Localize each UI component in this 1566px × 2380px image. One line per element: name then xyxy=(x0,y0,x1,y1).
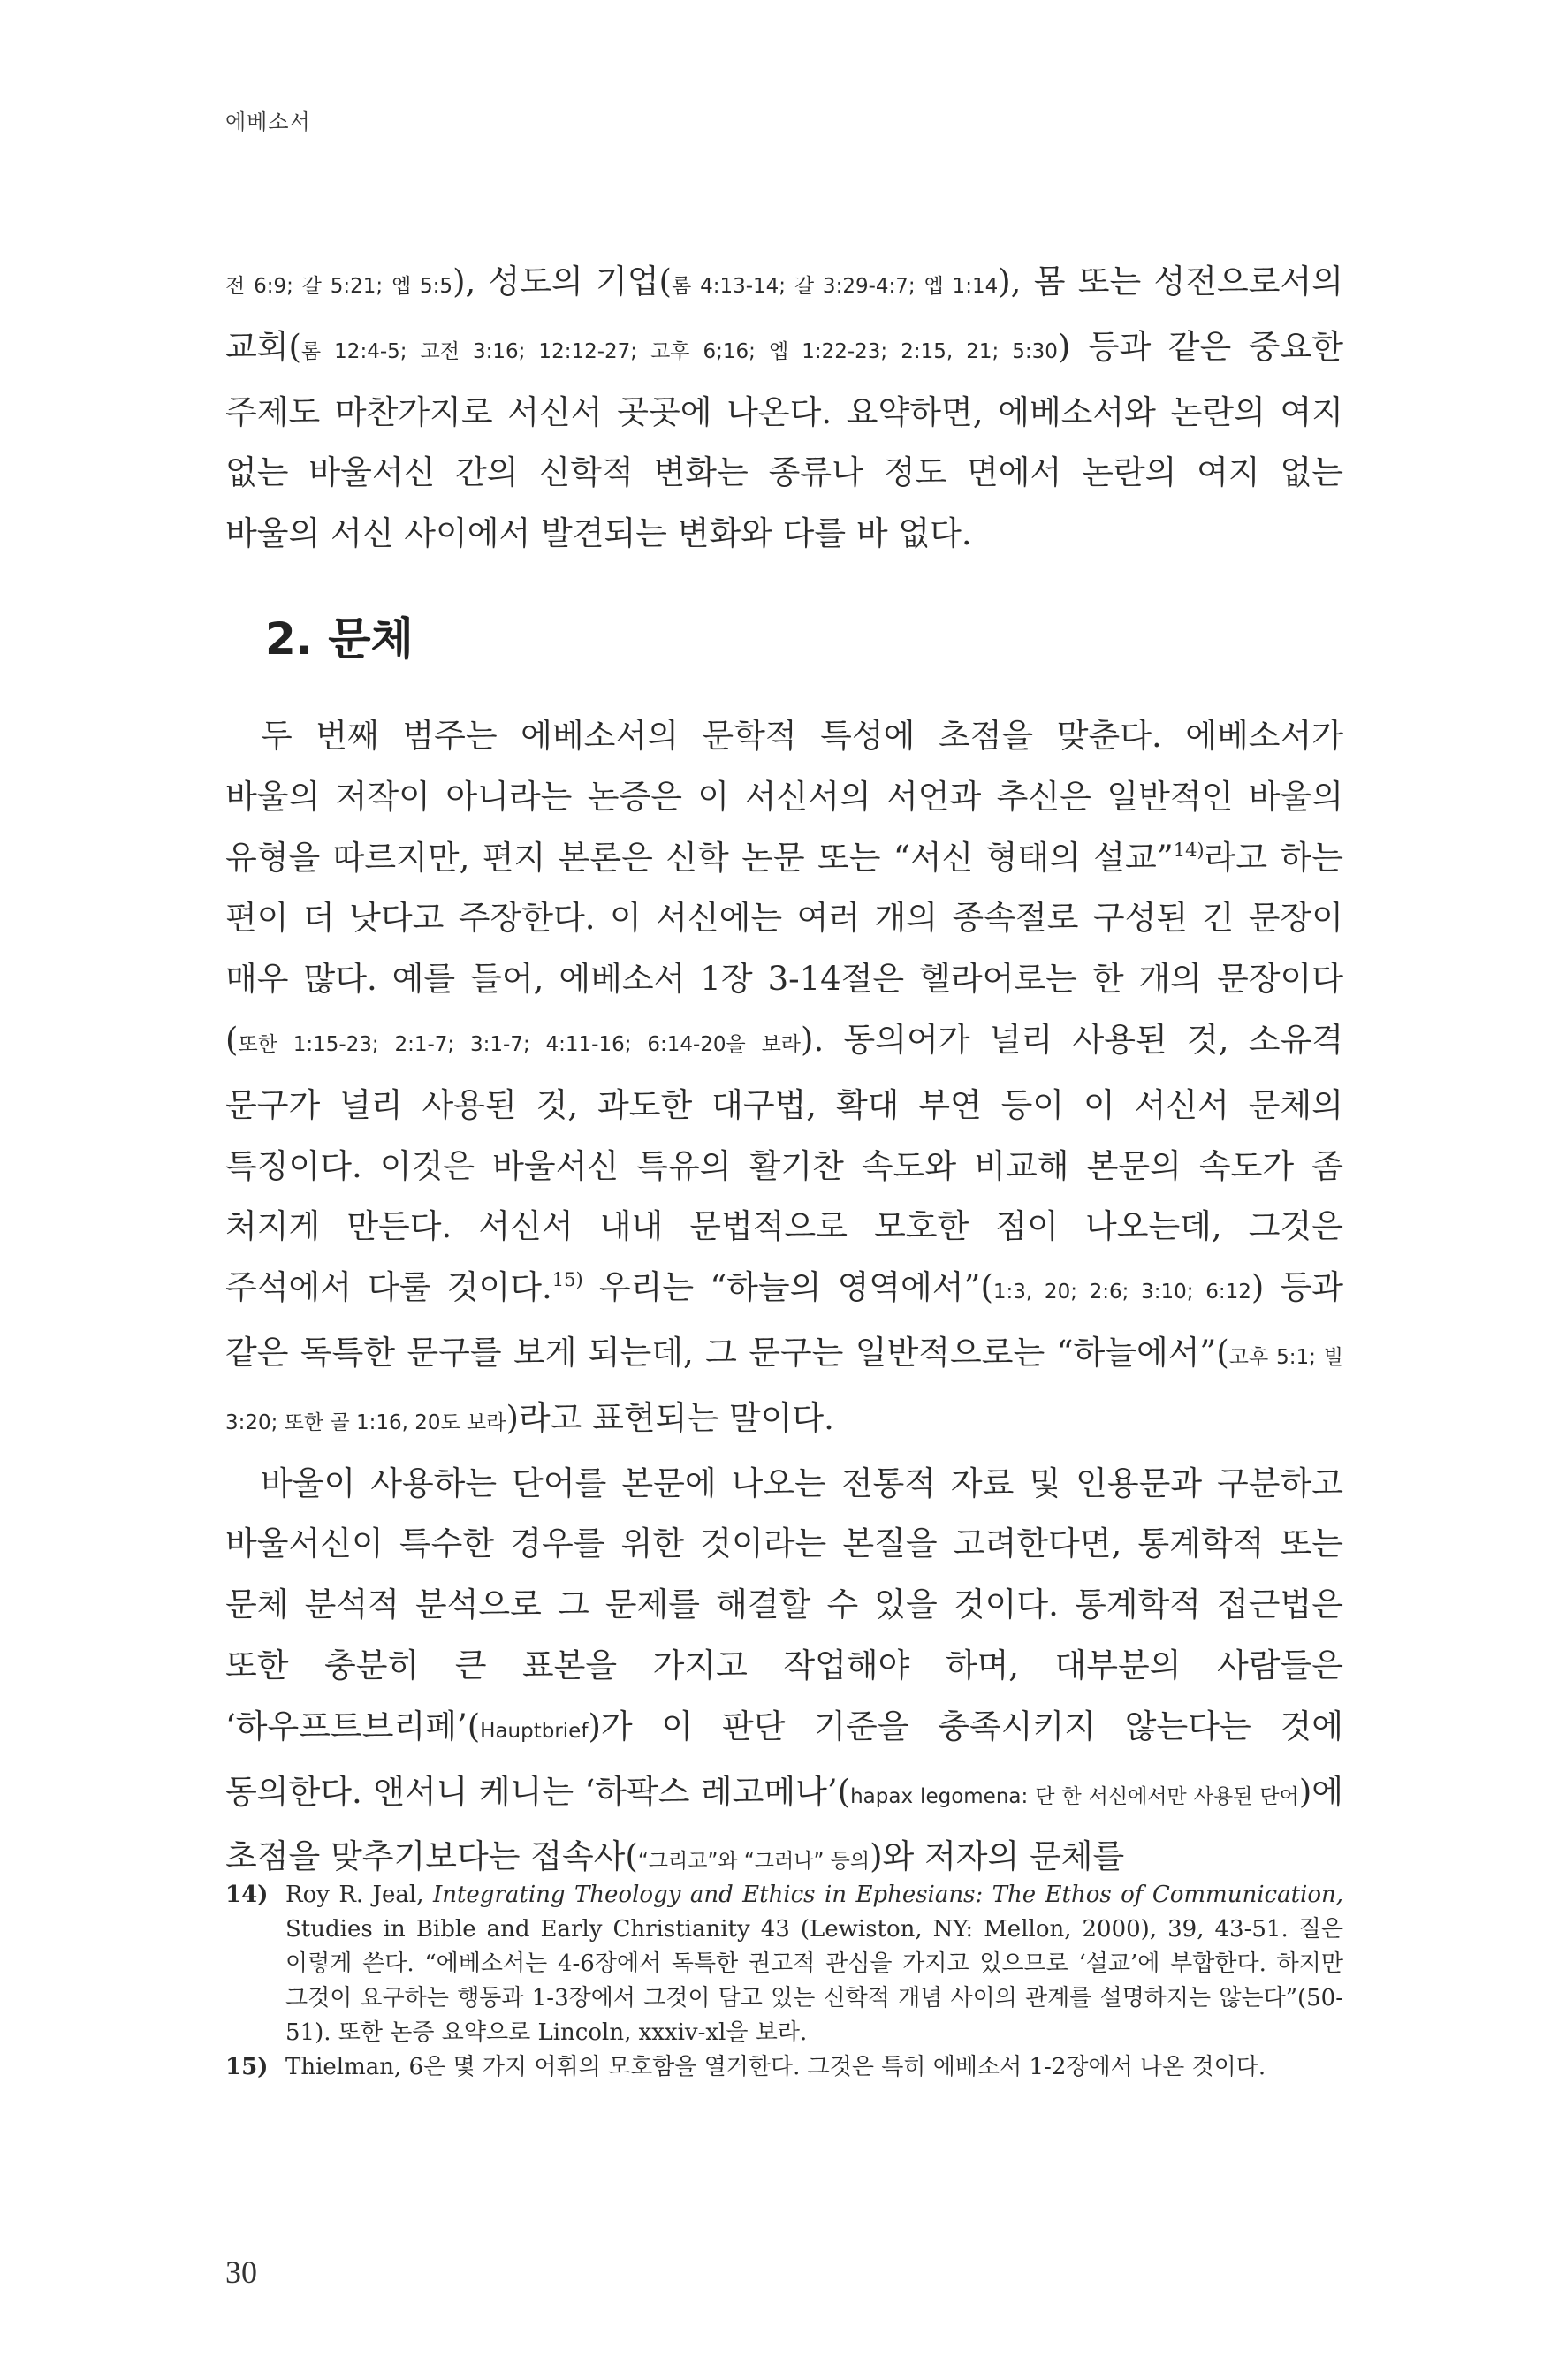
running-header: 에베소서 xyxy=(225,110,311,134)
citation: 또한 1:15-23; 2:1-7; 3:1-7; 4:11-16; 6:14-20을 보라 xyxy=(238,1032,802,1056)
citation: 롬 12:4-5; 고전 3:16; 12:12-27; 고후 6;16; 엡 1:22-23; 2:15, 21; 5:30 xyxy=(300,339,1058,363)
citation: 고후 5:1; 빌 3:20; 또한 골 1:16, 20도 보라 xyxy=(225,1345,1343,1434)
text-run: ) 등과 같은 독특한 문구를 보게 되는데, 그 문구는 일반적으로는 “하늘에서”( xyxy=(225,1268,1343,1372)
paragraph-2 xyxy=(225,706,1343,1454)
footnote-book-title: Integrating Theology and Ethics in Ephesians: The Ethos of Communication, xyxy=(432,1882,1344,1908)
text-run: ), 몸 또는 성전으로서의 교회( xyxy=(225,262,1343,366)
text-run: 두 번째 범주는 에베소서의 문학적 특성에 초점을 맞춘다. 에베소서가 바울의 저작이 아니라는 논증은 이 서신서의 서언과 추신은 일반적인 바울의 유형을 따르지만, 편지 본론은 신학 논문 또는 “서신 형태의 설교” xyxy=(225,716,1343,877)
footnotes xyxy=(225,1878,1343,2085)
paragraph-1 xyxy=(225,252,1343,565)
footnote-ref-14[interactable]: 14) xyxy=(1173,839,1205,861)
text-run: )에 초점을 맞추기보다는 접속사( xyxy=(225,1772,1343,1876)
text-run: 라고 하는 편이 더 낫다고 주장한다. 이 서신에는 여러 개의 종속절로 구성된 긴 문장이 매우 많다. 예를 들어, 에베소서 1장 3-14절은 헬라어로는 한 개의 문장이다( xyxy=(225,838,1343,1059)
text-run: )가 이 판단 기준을 충족시키지 않는다는 것에 동의한다. 앤서니 케니는 ‘하팍스 레고메나’( xyxy=(225,1707,1343,1811)
paragraph-3 xyxy=(225,1454,1343,1893)
text-run: 바울이 사용하는 단어를 본문에 나오는 전통적 자료 및 인용문과 구분하고 바울서신이 특수한 경우를 위한 것이라는 본질을 고려한다면, 통계학적 또는 문체 분석적 분석으로 그 문제를 해결할 수 있을 것이다. 통계학적 접근법은 또한 충분히 큰 표본을 가지고 작업해야 하며, 대부분의 사람들은 ‘하우프트브리페’( xyxy=(225,1464,1344,1745)
text-run: ) 등과 같은 중요한 주제도 마찬가지로 서신서 곳곳에 나온다. 요약하면, 에베소서와 논란의 여지 없는 바울서신 간의 신학적 변화는 종류나 정도 면에서 논란의 여지 없는 바울의 서신 사이에서 발견되는 변화와 다를 바 없다. xyxy=(225,327,1344,553)
body-text xyxy=(225,252,1343,1892)
footnote-text: Thielman, 6은 몇 가지 어휘의 모호함을 열거한다. 그것은 특히 에베소서 1-2장에서 나온 것이다. xyxy=(285,2054,1266,2080)
citation: hapax legomena: 단 한 서신에서만 사용된 단어 xyxy=(850,1784,1299,1808)
section-heading: 2. 문체 xyxy=(265,612,414,665)
footnote-text xyxy=(285,1878,1343,2050)
footnote-15 xyxy=(225,2050,1343,2085)
footnote-number: 14) xyxy=(225,1882,269,1908)
text-run: 우리는 “하늘의 영역에서”( xyxy=(582,1268,993,1307)
text-run: )라고 표현되는 말이다. xyxy=(506,1398,834,1437)
footnote-14 xyxy=(225,1878,1343,2050)
footnote-author: Roy R. Jeal, xyxy=(285,1882,433,1908)
citation: Hauptbrief xyxy=(480,1719,589,1743)
text-run: ), 성도의 기업( xyxy=(452,262,672,300)
footnote-rest: Studies in Bible and Early Christianity 43 (Lewiston, NY: Mellon, 2000), 39, 43-51. 질은 이렇게 쓴다. “에베소서는 4-6장에서 독특한 권고적 관심을 가지고 있으므로 ‘설교’에 부합한다. 하지만 그것이 요구하는 행동과 1-3장에서 그것이 담고 있는 신학적 개념 사이의 관계를 설명하지는 않는다”(50-51). 또한 논증 요약으로 Lincoln, xxxiv-xl을 보라. xyxy=(285,1916,1343,2046)
text-run: )와 저자의 문체를 xyxy=(870,1837,1125,1876)
footnote-ref-15[interactable]: 15) xyxy=(551,1269,583,1291)
citation: “그리고”와 “그러나” 등의 xyxy=(637,1850,870,1874)
citation: 롬 4:13-14; 갈 3:29-4:7; 엡 1:14 xyxy=(672,275,999,298)
footnote-number: 15) xyxy=(225,2054,269,2080)
text-run: ). 동의어가 널리 사용된 것, 소유격 문구가 널리 사용된 것, 과도한 대구법, 확대 부연 등이 이 서신서 문체의 특징이다. 이것은 바울서신 특유의 활기찬 속도와 비교해 본문의 속도가 좀 처지게 만든다. 서신서 내내 문법적으로 모호한 점이 나오는데, 그것은 주석에서 다룰 것이다. xyxy=(225,1020,1343,1307)
citation: 전 6:9; 갈 5:21; 엡 5:5 xyxy=(225,275,453,298)
page-number: 30 xyxy=(225,2255,257,2290)
citation: 1:3, 20; 2:6; 3:10; 6:12 xyxy=(992,1281,1251,1304)
